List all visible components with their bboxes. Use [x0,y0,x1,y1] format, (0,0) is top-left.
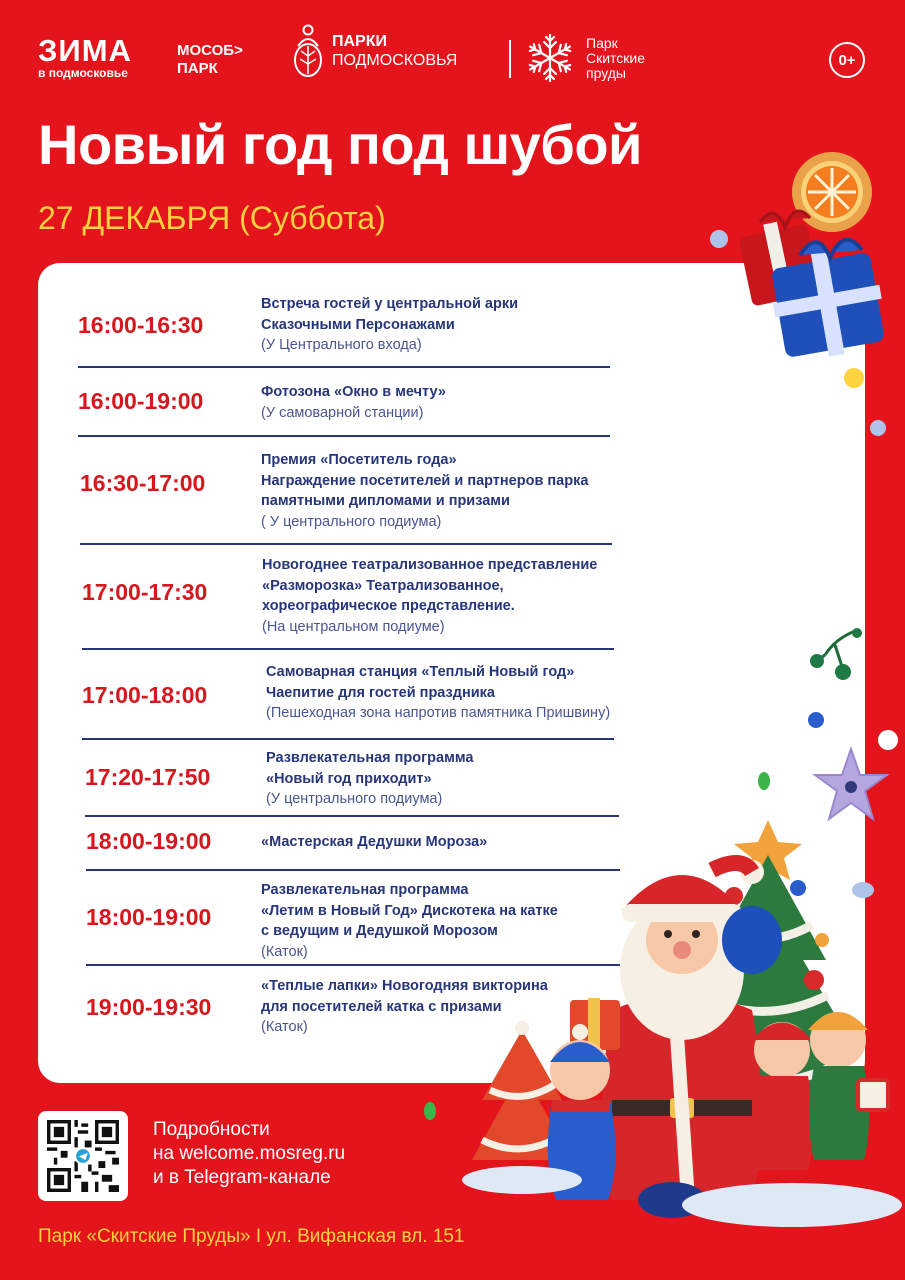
row-divider [82,648,614,650]
row-divider [80,543,612,545]
schedule-location: (У Центрального входа) [261,337,422,353]
schedule-time: 17:00-17:30 [82,579,208,605]
parki-logo-line2: ПОДМОСКОВЬЯ [332,52,458,69]
schedule-line: «Новый год приходит» [266,770,432,787]
schedule-location: (На центральном подиуме) [262,618,445,635]
schedule-time: 17:20-17:50 [85,764,211,790]
berries-icon [805,625,865,685]
row-divider [78,366,610,368]
row-divider [82,738,614,740]
schedule-description [261,450,661,532]
zima-logo-title: ЗИМА [38,33,132,68]
parki-logo-line1: ПАРКИ [332,33,387,50]
event-date: 27 ДЕКАБРЯ (Суббота) [38,200,386,236]
park-logo-line1: Парк [586,34,618,51]
schedule-line: Самоварная станция «Теплый Новый год» [266,664,575,680]
schedule-location: (Пешеходная зона напротив памятника Пришвину) [266,705,611,721]
schedule-line: памятными дипломами и призами [261,493,510,509]
schedule-line: Фотозона «Окно в мечту» [261,384,446,400]
details-telegram-line[interactable]: и в Telegram-канале [153,1167,331,1188]
schedule-location: (У самоварной станции) [261,404,424,421]
details-line: Подробности [153,1119,270,1140]
park-logo-line2: Скитские [586,49,646,66]
decor-dot [808,712,824,728]
decor-dot [758,772,770,790]
gift-boxes-illustration [740,150,900,365]
schedule-time: 16:30-17:00 [80,470,206,496]
decor-dot [710,230,728,248]
age-rating-badge: 0+ [829,42,865,78]
schedule-line: «Летим в Новый Год» Дискотека на катке [261,902,558,919]
decor-dot [870,420,886,436]
qr-code-icon [47,1120,119,1192]
schedule-description [266,662,666,724]
schedule-line: хореографическое представление. [262,598,515,614]
row-divider [78,435,610,437]
schedule-location: (Каток) [261,1019,308,1035]
details-link-line[interactable]: на welcome.mosreg.ru [153,1143,346,1164]
qr-code[interactable] [38,1111,128,1201]
logo-divider [509,40,511,78]
schedule-time: 18:00-19:00 [86,904,212,930]
schedule-time: 16:00-16:30 [78,312,204,338]
schedule-time: 16:00-19:00 [78,388,204,414]
santa-and-children-illustration [462,800,905,1230]
park-address: Парк «Скитские Пруды» I ул. Вифанская вл. 151 [38,1226,465,1247]
schedule-line: Сказочными Персонажами [261,316,455,333]
mosobpark-logo-line2: ПАРК [177,60,218,77]
schedule-time: 18:00-19:00 [86,828,212,854]
schedule-line: Развлекательная программа [261,882,469,898]
schedule-line: «Разморозка» Театрализованное, [262,577,504,594]
schedule-time: 19:00-19:30 [86,994,212,1020]
zima-logo-subtitle: в подмосковье [38,66,128,80]
schedule-line: «Мастерская Дедушки Мороза» [261,834,488,850]
schedule-line: «Теплые лапки» Новогодняя викторина [261,978,548,994]
schedule-line: Развлекательная программа [266,750,474,766]
schedule-location: ( У центрального подиума) [261,513,442,530]
schedule-line: для посетителей катка с призами [261,998,502,1015]
schedule-line: Награждение посетителей и партнеров парка [261,472,589,489]
schedule-line: Встреча гостей у центральной арки [261,296,519,312]
schedule-description [262,555,662,637]
snowflake-icon [524,32,576,84]
event-title: Новый год под шубой [38,113,642,176]
zima-logo [38,33,132,80]
schedule-line: Новогоднее театрализованное представление [262,557,598,573]
schedule-description [261,382,661,423]
decor-dot [844,368,864,388]
leaf-in-hat-icon [292,24,324,78]
parki-podmoskovya-logo [292,24,457,78]
schedule-description [261,294,661,356]
schedule-location: (Каток) [261,943,308,960]
schedule-line: Чаепитие для гостей праздника [266,684,495,701]
schedule-time: 17:00-18:00 [82,682,208,708]
schedule-location: (У центрального подиума) [266,791,443,807]
schedule-line: Премия «Посетитель года» [261,452,457,468]
skitskie-prudy-logo [524,32,645,84]
decor-dot [424,1102,436,1120]
schedule-line: с ведущим и Дедушкой Морозом [261,923,498,939]
details-info [153,1118,345,1190]
park-logo-line3: пруды [586,64,626,81]
mosobpark-logo-line1: МОСОБ> [177,42,243,59]
mosobpark-logo [177,42,243,78]
